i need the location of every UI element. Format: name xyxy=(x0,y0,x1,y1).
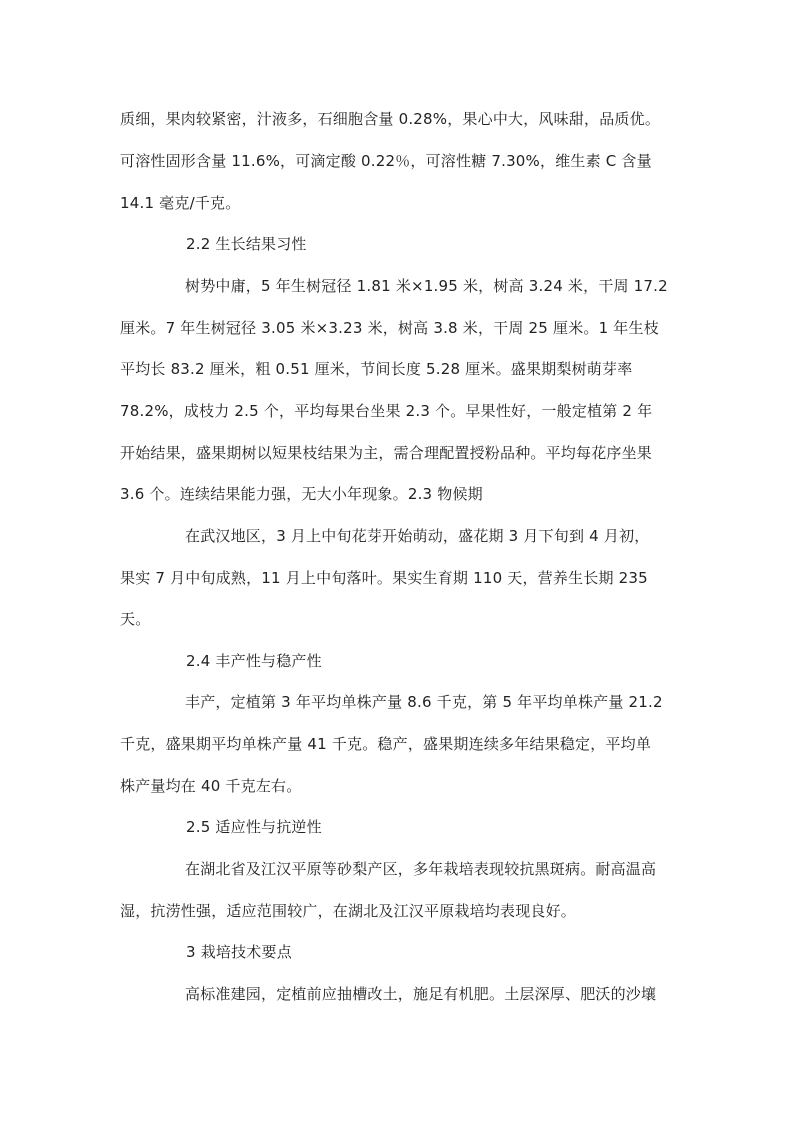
body-text-line: 在武汉地区，3 月上中旬花芽开始萌动，盛花期 3 月下旬到 4 月初， xyxy=(185,527,650,545)
body-text-line: 厘米。7 年生树冠径 3.05 米×3.23 米，树高 3.8 米，干周 25 厘米。1 年生枝 xyxy=(120,319,659,337)
body-text-line: 14.1 毫克/千克。 xyxy=(120,194,241,212)
section-heading-2-5: 2.5 适应性与抗逆性 xyxy=(186,818,322,836)
body-text-line: 天。 xyxy=(120,610,151,628)
body-text-line: 湿，抗涝性强，适应范围较广，在湖北及江汉平原栽培均表现良好。 xyxy=(120,902,577,920)
body-text-line: 平均长 83.2 厘米，粗 0.51 厘米，节间长度 5.28 厘米。盛果期梨树萌芽率 xyxy=(120,360,633,378)
body-text-line: 质细，果肉较紧密，汁液多，石细胞含量 0.28%，果心中大，风味甜，品质优。 xyxy=(120,110,661,128)
section-heading-2-4: 2.4 丰产性与稳产性 xyxy=(186,652,322,670)
body-text-line: 株产量均在 40 千克左右。 xyxy=(120,777,302,795)
section-heading-3: 3 栽培技术要点 xyxy=(186,943,292,961)
body-text-line: 千克，盛果期平均单株产量 41 千克。稳产，盛果期连续多年结果稳定，平均单 xyxy=(120,735,652,753)
body-text-line: 78.2%，成枝力 2.5 个，平均每果台坐果 2.3 个。早果性好，一般定植第 2 年 xyxy=(120,402,653,420)
body-text-line: 果实 7 月中旬成熟，11 月上中旬落叶。果实生育期 110 天，营养生长期 235 xyxy=(120,569,648,587)
section-heading-2-2: 2.2 生长结果习性 xyxy=(186,235,307,253)
body-text-line: 高标准建园，定植前应抽槽改土，施足有机肥。土层深厚、肥沃的沙壤 xyxy=(185,985,657,1003)
body-text-line: 可溶性固形含量 11.6%，可滴定酸 0.22％，可溶性糖 7.30%，维生素 C 含量 xyxy=(120,152,652,170)
body-text-line: 开始结果，盛果期树以短果枝结果为主，需合理配置授粉品种。平均每花序坐果 xyxy=(120,444,653,462)
body-text-line: 3.6 个。连续结果能力强，无大小年现象。2.3 物候期 xyxy=(120,485,483,503)
body-text-line: 树势中庸，5 年生树冠径 1.81 米×1.95 米，树高 3.24 米，干周 17.2 xyxy=(185,277,668,295)
body-text-line: 丰产，定植第 3 年平均单株产量 8.6 千克，第 5 年平均单株产量 21.2 xyxy=(185,693,663,711)
body-text-line: 在湖北省及江汉平原等砂梨产区，多年栽培表现较抗黑斑病。耐高温高 xyxy=(185,860,657,878)
